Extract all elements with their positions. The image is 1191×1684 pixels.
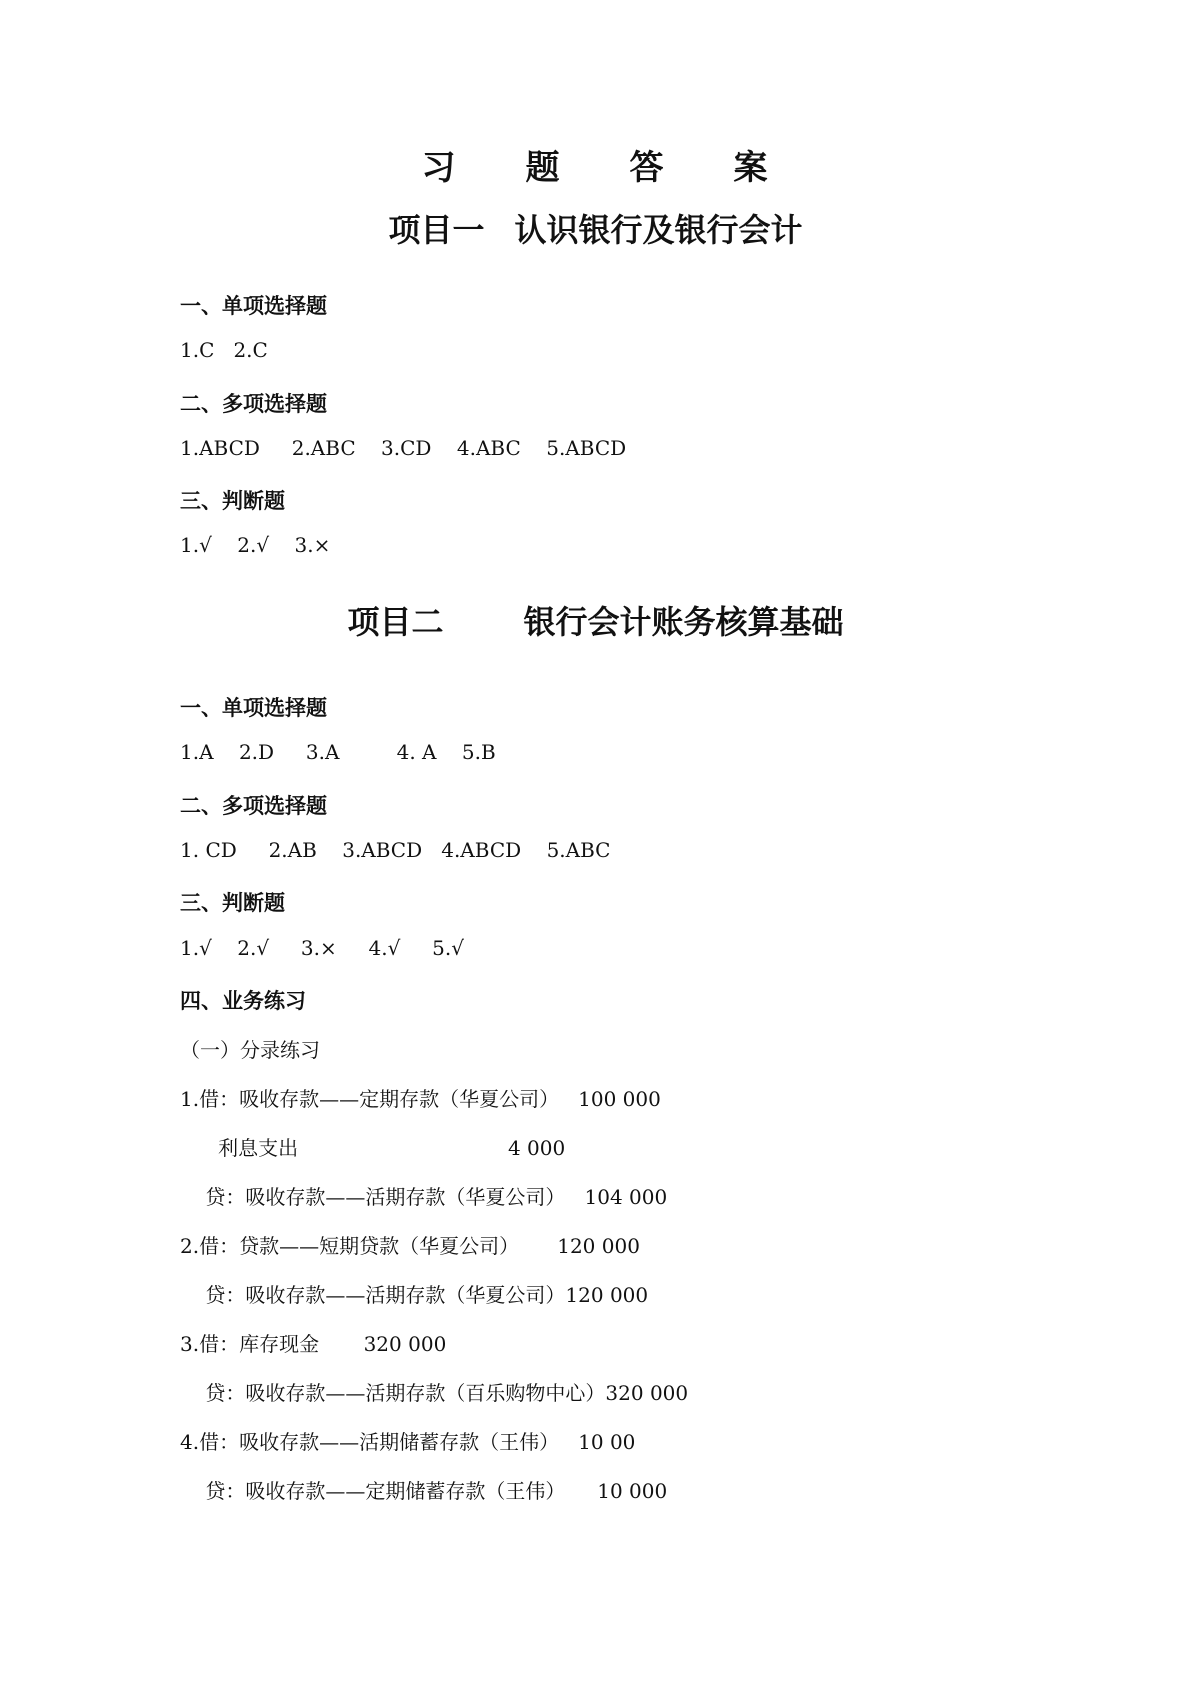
p2-multi-answers: 1. CD 2.AB 3.ABCD 4.ABCD 5.ABC: [180, 838, 611, 862]
document-title: [0, 140, 1191, 189]
title-char: 题: [525, 148, 562, 188]
title-char: 习: [421, 148, 458, 188]
p1-multi-heading: 二、多项选择题: [180, 392, 327, 416]
p2-single-answers: 1.A 2.D 3.A 4. A 5.B: [180, 740, 496, 764]
project2-title: [0, 597, 1191, 643]
title-char: 案: [733, 148, 770, 188]
title-char: 答: [629, 148, 666, 188]
project2-name: 银行会计账务核算基础: [523, 603, 844, 641]
project1-title: [0, 205, 1191, 251]
entry-line: 贷：吸收存款——活期存款（华夏公司） 104 000: [180, 1185, 668, 1209]
project1-name: 认识银行及银行会计: [514, 211, 803, 249]
p2-multi-heading: 二、多项选择题: [180, 794, 327, 818]
entry-line: 贷：吸收存款——定期储蓄存款（王伟） 10 000: [180, 1479, 668, 1503]
p1-multi-answers: 1.ABCD 2.ABC 3.CD 4.ABC 5.ABCD: [180, 436, 627, 460]
p2-judge-heading: 三、判断题: [180, 891, 285, 915]
project2-label: 项目二: [347, 603, 444, 641]
entry-line: 1.借：吸收存款——定期存款（华夏公司） 100 000: [180, 1087, 661, 1111]
p2-single-heading: 一、单项选择题: [180, 696, 327, 720]
p1-judge-heading: 三、判断题: [180, 489, 285, 513]
entry-line: 4.借：吸收存款——活期储蓄存款（王伟） 10 00: [180, 1430, 636, 1454]
p2-entries-subheading: （一）分录练习: [180, 1038, 320, 1062]
entry-line: 3.借：库存现金 320 000: [180, 1332, 447, 1356]
p1-judge-answers: 1.√ 2.√ 3.×: [180, 533, 331, 557]
p1-single-answers: 1.C 2.C: [180, 338, 268, 362]
p1-single-heading: 一、单项选择题: [180, 294, 327, 318]
entry-line: 贷：吸收存款——活期存款（百乐购物中心）320 000: [180, 1381, 689, 1405]
entry-line: 利息支出 4 000: [180, 1136, 566, 1160]
project1-label: 项目一: [388, 211, 485, 249]
p2-judge-answers: 1.√ 2.√ 3.× 4.√ 5.√: [180, 936, 464, 960]
entry-line: 2.借：贷款——短期贷款（华夏公司） 120 000: [180, 1234, 640, 1258]
entry-line: 贷：吸收存款——活期存款（华夏公司）120 000: [180, 1283, 649, 1307]
p2-practice-heading: 四、业务练习: [180, 989, 306, 1013]
